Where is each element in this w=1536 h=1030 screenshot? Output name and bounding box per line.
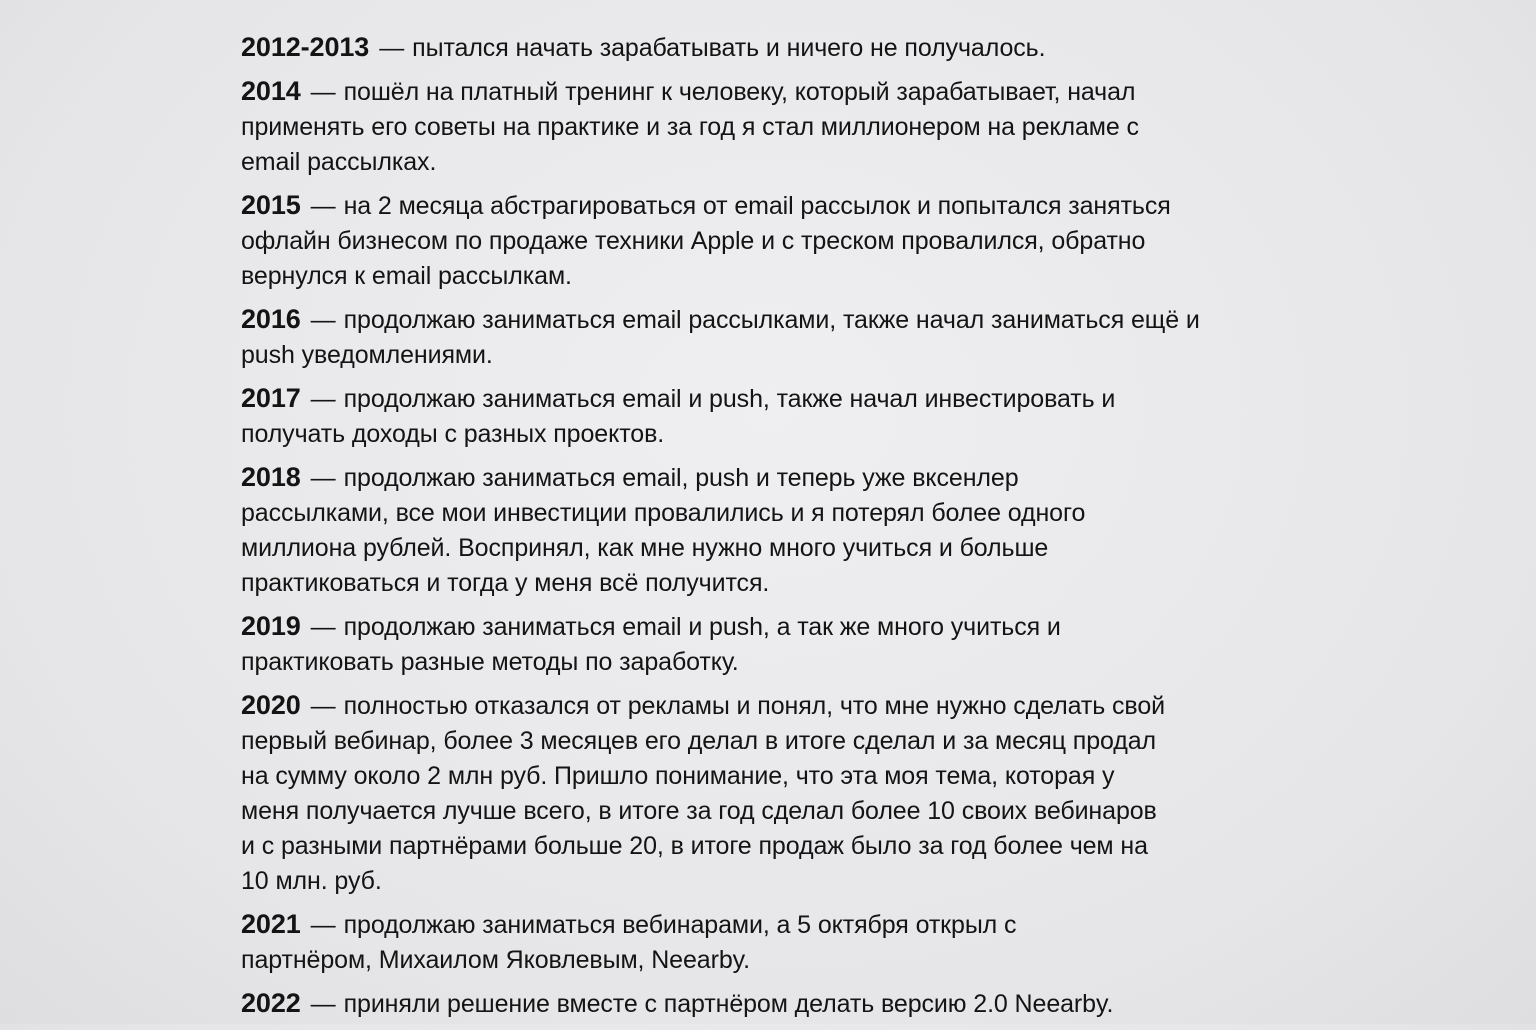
entry-year: 2020 [241, 690, 301, 720]
entry-year: 2015 [241, 190, 301, 220]
entry-dash: — [310, 464, 336, 492]
entry-dash: — [379, 34, 405, 62]
entry-year: 2012-2013 [241, 32, 370, 62]
entry-year: 2018 [241, 462, 301, 492]
entry-text: продолжаю заниматься email и push, также начал инвестировать и получать доходы с разных проектов. [241, 385, 1116, 448]
entry-dash: — [310, 911, 336, 939]
timeline-entry-2012-2013 [241, 30, 1181, 66]
entry-dash: — [310, 78, 336, 106]
entry-year: 2022 [241, 988, 301, 1018]
entry-text: пошёл на платный тренинг к человеку, который зарабатывает, начал применять его советы на практике и за год я стал миллионером на рекламе с email рассылках. [241, 78, 1139, 176]
timeline-entry-2019 [241, 609, 1141, 680]
entry-text: пытался начать зарабатывать и ничего не получалось. [412, 34, 1046, 62]
timeline-entry-2014 [241, 74, 1201, 180]
entry-dash: — [310, 385, 336, 413]
entry-year: 2016 [241, 304, 301, 334]
entry-year: 2021 [241, 909, 301, 939]
entry-text: продолжаю заниматься вебинарами, а 5 октября открыл с партнёром, Михаилом Яковлевым, Neearby. [241, 911, 1017, 974]
entry-dash: — [310, 692, 336, 720]
entry-text: приняли решение вместе с партнёром делать версию 2.0 Neearby. [343, 990, 1114, 1018]
timeline-entry-2015 [241, 188, 1171, 294]
timeline-entry-2017 [241, 381, 1211, 452]
timeline-document [241, 30, 1251, 1030]
entry-text: продолжаю заниматься email, push и теперь уже вксенлер рассылками, все мои инвестиции провалились и я потерял более одного миллиона рублей. Воспринял, как мне нужно много учиться и больше практиковаться и тогда у меня всё получится. [241, 464, 1086, 597]
entry-dash: — [310, 306, 336, 334]
timeline-entry-2020 [241, 688, 1176, 899]
entry-dash: — [310, 613, 336, 641]
timeline-entry-2018 [241, 460, 1171, 601]
timeline-entry-2016 [241, 302, 1231, 373]
entry-text: на 2 месяца абстрагироваться от email рассылок и попытался заняться офлайн бизнесом по продаже техники Apple и с треском провалился, обратно вернулся к email рассылкам. [241, 192, 1171, 290]
entry-year: 2017 [241, 383, 301, 413]
entry-dash: — [310, 990, 336, 1018]
entry-year: 2014 [241, 76, 301, 106]
entry-text: полностью отказался от рекламы и понял, что мне нужно сделать свой первый вебинар, более 3 месяцев его делал в итоге сделал и за месяц продал на сумму около 2 млн руб. Пришло понимание, что эта моя тема, которая у меня получается лучше всего, в итоге за год сделал более 10 своих вебинаров и с разными партнёрами больше 20, в итоге продаж было за год более чем на 10 млн. руб. [241, 692, 1165, 895]
entry-text: продолжаю заниматься email рассылками, также начал заниматься ещё и push уведомлениями. [241, 306, 1200, 369]
timeline-entry-2021 [241, 907, 1041, 978]
timeline-entry-2022 [241, 986, 1201, 1022]
entry-year: 2019 [241, 611, 301, 641]
entry-text: продолжаю заниматься email и push, а так же много учиться и практиковать разные методы по заработку. [241, 613, 1061, 676]
entry-dash: — [310, 192, 336, 220]
